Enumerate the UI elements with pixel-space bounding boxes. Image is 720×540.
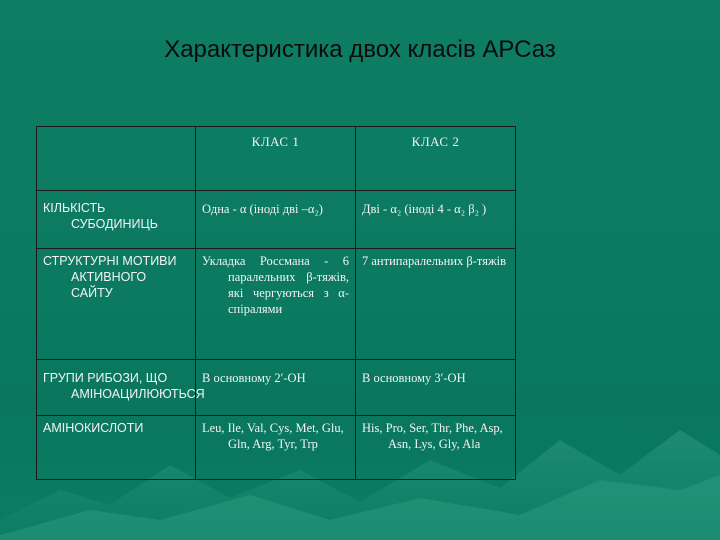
class2-value: Дві - α₂ (іноді 4 - α₂ β₂ ) [362, 202, 487, 216]
class1-cell [196, 416, 356, 480]
table-header-row [37, 127, 516, 191]
class1-cell [196, 249, 356, 360]
row-label: ГРУПИ РИБОЗИ, ЩО АМІНОАЦИЛЮЮТЬСЯ [43, 371, 205, 401]
class1-value: В основному 2′-ОН [202, 371, 306, 385]
class1-cell [196, 360, 356, 416]
header-cell-class1 [196, 127, 356, 191]
table-row [37, 416, 516, 480]
class-comparison-table [36, 126, 516, 480]
class2-value: 7 антипаралельних β-тяжів [362, 254, 506, 268]
class2-cell [356, 191, 516, 249]
class2-value: В основному 3′-ОН [362, 371, 466, 385]
row-label: АМІНОКИСЛОТИ [43, 421, 144, 435]
class1-value: Одна - α (іноді дві –α₂) [202, 202, 323, 216]
table-row [37, 191, 516, 249]
class2-cell [356, 360, 516, 416]
header-cell-empty [37, 127, 196, 191]
table-row [37, 249, 516, 360]
class1-value: Укладка Россмана - 6 паралельних β-тяжів, які чергуються з α-спіралями [202, 254, 349, 316]
class2-cell [356, 249, 516, 360]
class2-cell [356, 416, 516, 480]
row-label-cell [37, 249, 196, 360]
slide-title: Характеристика двох класів АРСаз [164, 36, 556, 63]
header-cell-class2 [356, 127, 516, 191]
table-row [37, 360, 516, 416]
row-label-cell [37, 360, 205, 416]
header-class1-label: КЛАС 1 [251, 134, 300, 149]
class2-value: His, Pro, Ser, Thr, Phe, Asp, Asn, Lys, Gly, Ala [362, 421, 503, 451]
row-label-cell [37, 416, 196, 480]
row-label: СТРУКТУРНІ МОТИВИ АКТИВНОГО САЙТУ [43, 254, 177, 300]
class1-cell [196, 191, 356, 249]
class1-value: Leu, Ile, Val, Cys, Met, Glu, Gln, Arg, Tyr, Trp [202, 421, 344, 451]
header-class2-label: КЛАС 2 [411, 134, 460, 149]
row-label-cell [37, 191, 196, 249]
row-label: КІЛЬКІСТЬ СУБОДИНИЦЬ [43, 201, 158, 231]
